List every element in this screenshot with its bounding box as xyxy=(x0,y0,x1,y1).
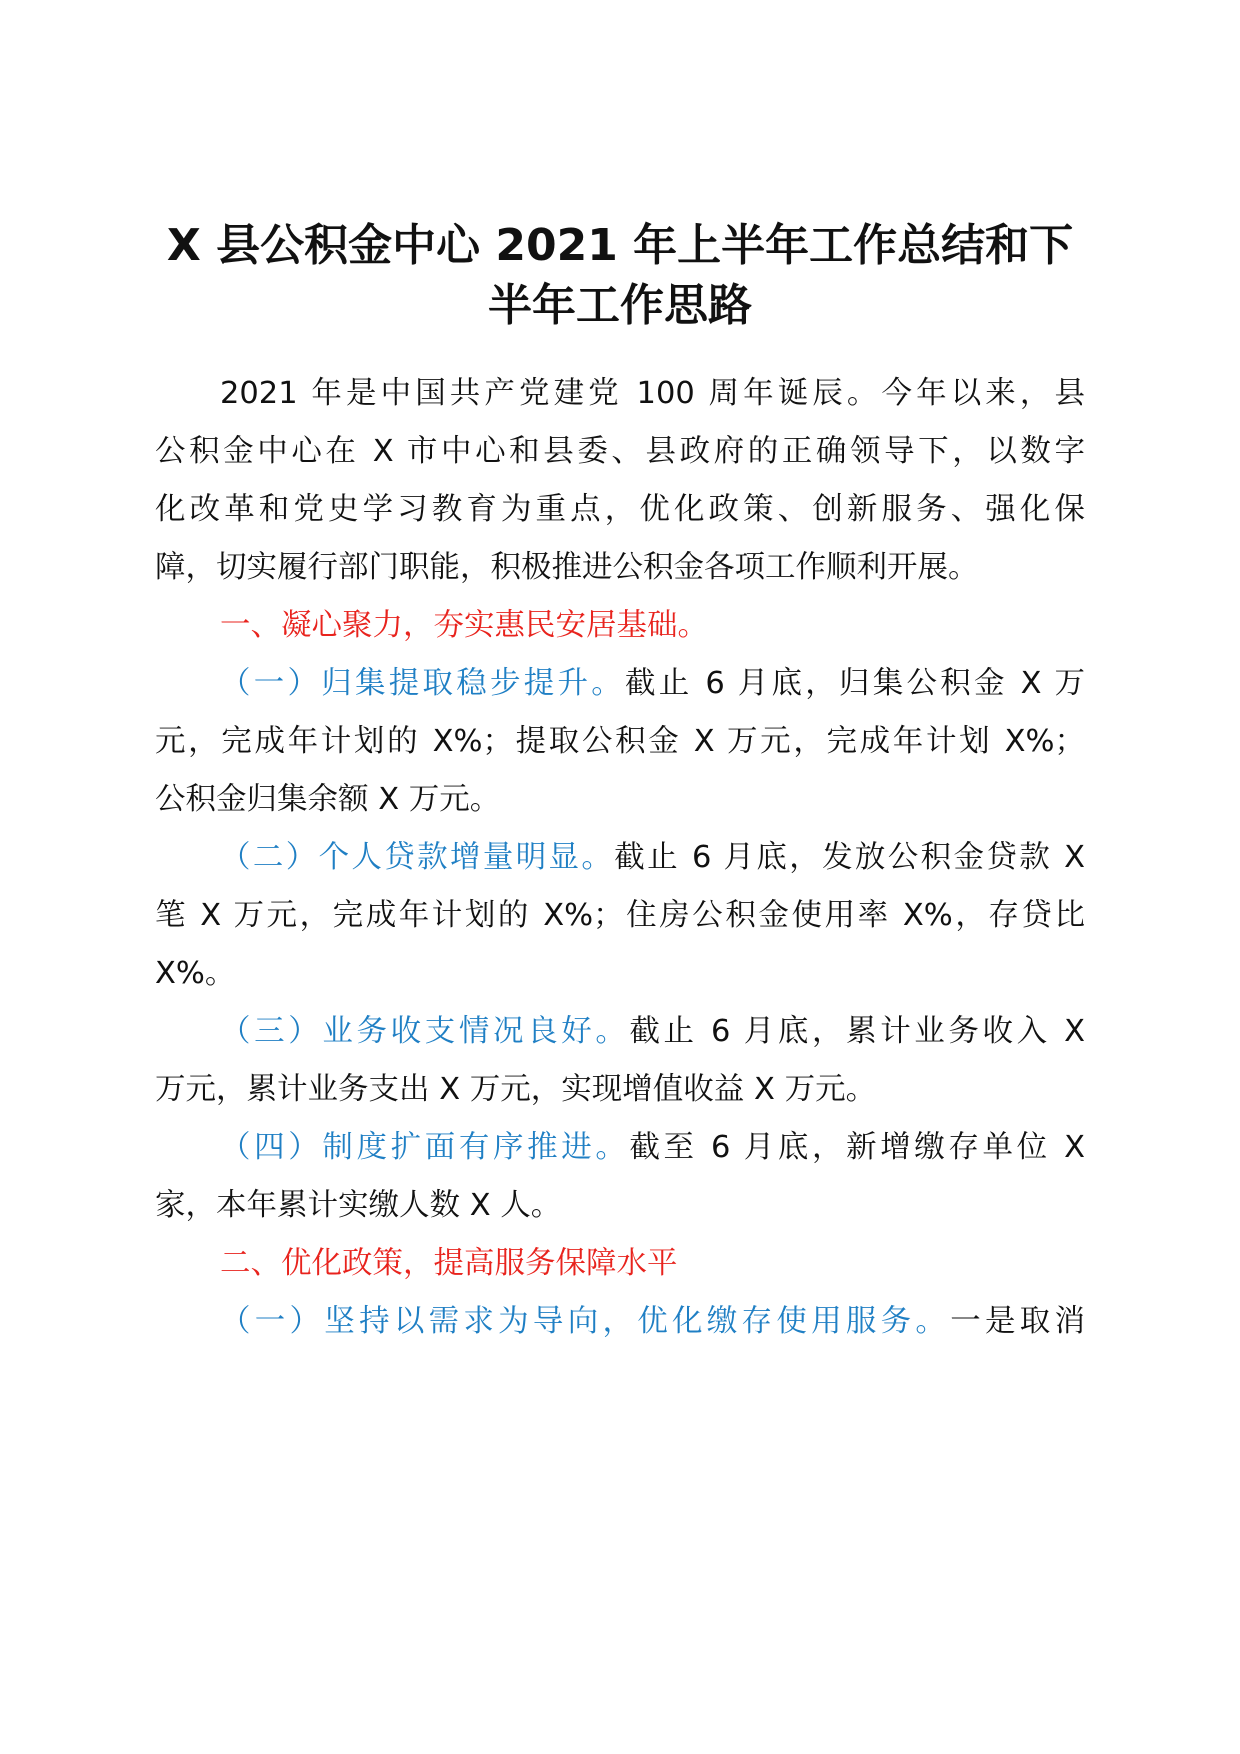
section-1-item-3-heading: （三）业务收支情况良好。 xyxy=(220,1014,630,1049)
section-2-heading: 二、优化政策，提高服务保障水平 xyxy=(220,1246,678,1281)
section-1-item-2-line-3: X%。 xyxy=(155,956,236,991)
section-2-item-1-heading: （一）坚持以需求为导向，优化缴存使用服务。 xyxy=(220,1304,951,1339)
intro-line-1: 2021 年是中国共产党建党 100 周年诞辰。今年以来，县 xyxy=(220,376,1085,411)
section-1-item-4-first-line xyxy=(220,1124,1085,1172)
document-title-line-2: 半年工作思路 xyxy=(488,280,752,331)
section-1-item-3-line-2: 万元，累计业务支出 X 万元，实现增值收益 X 万元。 xyxy=(155,1072,877,1107)
section-1-item-1-text: 截止 6 月底，归集公积金 X 万 xyxy=(624,666,1085,701)
document-title-line-1: X 县公积金中心 2021 年上半年工作总结和下 xyxy=(166,220,1074,271)
section-2-item-1-first-line xyxy=(220,1298,1085,1346)
section-1-item-4-heading: （四）制度扩面有序推进。 xyxy=(220,1130,630,1165)
section-1-heading: 一、凝心聚力，夯实惠民安居基础。 xyxy=(220,608,708,643)
intro-line-2: 公积金中心在 X 市中心和县委、县政府的正确领导下，以数字 xyxy=(155,434,1085,469)
section-1-item-2-heading: （二）个人贷款增量明显。 xyxy=(220,840,615,875)
section-1-item-1-first-line xyxy=(220,660,1085,708)
section-2-item-1-text: 一是取消 xyxy=(950,1304,1085,1339)
section-1-item-3-first-line xyxy=(220,1008,1085,1056)
section-1-item-4-text: 截至 6 月底，新增缴存单位 X xyxy=(629,1130,1085,1165)
intro-line-3: 化改革和党史学习教育为重点，优化政策、创新服务、强化保 xyxy=(155,492,1085,527)
section-1-item-3-text: 截止 6 月底，累计业务收入 X xyxy=(629,1014,1085,1049)
section-1-item-1-line-2: 元，完成年计划的 X%；提取公积金 X 万元，完成年计划 X%； xyxy=(155,724,1085,759)
section-1-item-4-line-2: 家，本年累计实缴人数 X 人。 xyxy=(155,1188,562,1223)
section-1-item-2-line-2: 笔 X 万元，完成年计划的 X%；住房公积金使用率 X%，存贷比 xyxy=(155,898,1085,933)
section-1-item-1-heading: （一）归集提取稳步提升。 xyxy=(220,666,625,701)
section-1-item-1-line-3: 公积金归集余额 X 万元。 xyxy=(155,782,501,817)
section-1-item-2-first-line xyxy=(220,834,1085,882)
intro-line-4: 障，切实履行部门职能，积极推进公积金各项工作顺利开展。 xyxy=(155,550,979,585)
section-1-item-2-text: 截止 6 月底，发放公积金贷款 X xyxy=(614,840,1086,875)
